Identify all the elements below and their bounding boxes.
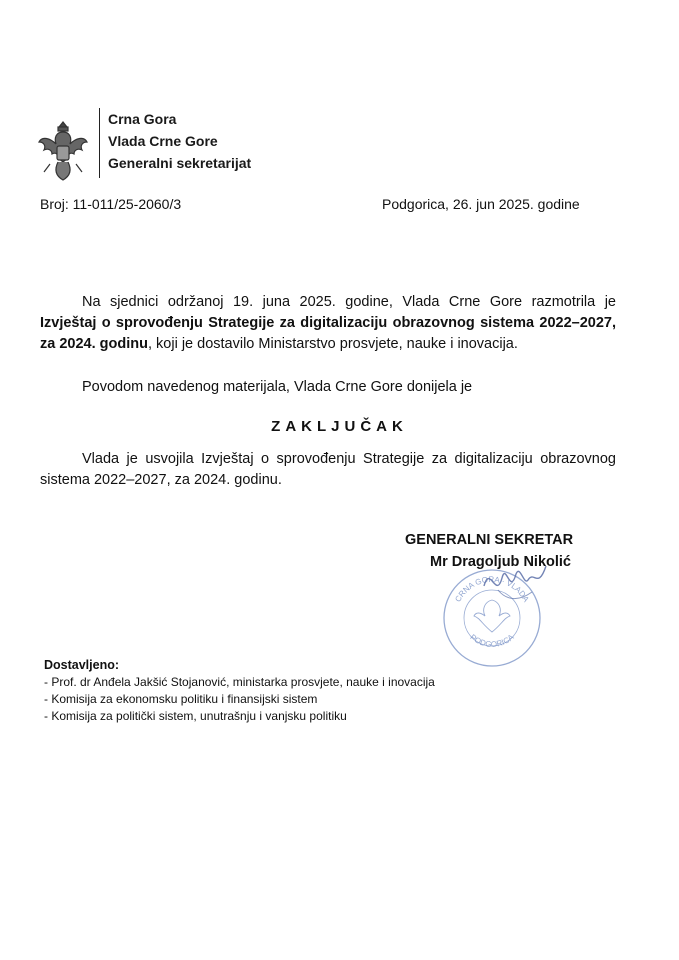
signatory-name: Mr Dragoljub Nikolić [430, 554, 571, 570]
reference-number: Broj: 11-011/25-2060/3 [40, 196, 182, 212]
recipient-item: - Prof. dr Anđela Jakšić Stojanović, ministarka prosvjete, nauke i inovacija [44, 675, 435, 689]
recipients-title: Dostavljeno: [44, 658, 120, 672]
report-title: Izvještaj o sprovođenju Strategije za digitalizaciju obrazovnog sistema 2022–2027, za 2024. godinu [40, 315, 616, 352]
stamp-top-text: CRNA GORA · VLADA [453, 574, 531, 604]
paragraph-conclusion [40, 449, 616, 491]
place-date: Podgorica, 26. jun 2025. godine [382, 196, 580, 212]
header-divider [99, 108, 100, 178]
paragraph-session [40, 292, 616, 355]
signatory-title: GENERALNI SEKRETAR [405, 532, 574, 548]
stamp-bottom-text: PODGORICA [468, 632, 516, 649]
letterhead-government: Vlada Crne Gore [108, 133, 218, 149]
recipient-item: - Komisija za ekonomsku politiku i finansijski sistem [44, 692, 318, 706]
recipients-list [44, 657, 435, 725]
svg-text:PODGORICA [468, 632, 516, 649]
letterhead-secretariat: Generalni sekretarijat [108, 155, 252, 171]
conclusion-heading: ZAKLJUČAK [271, 418, 408, 435]
paragraph-decision-intro: Povodom navedenog materijala, Vlada Crne Gore donijela je [82, 379, 473, 395]
coat-of-arms-icon [36, 118, 90, 184]
letterhead [108, 108, 251, 174]
recipient-item: - Komisija za politički sistem, unutrašnju i vanjsku politiku [44, 709, 347, 723]
paragraph-conclusion-text: Vlada je usvojila Izvještaj o sprovođenju Strategije za digitalizaciju obrazovnog sistema 2022–2027, za 2024. godinu. [40, 451, 616, 488]
paragraph-session-text-2: , koji je dostavilo Ministarstvo prosvjete, nauke i inovacija. [147, 336, 518, 352]
paragraph-session-text-1: Na sjednici održanoj 19. juna 2025. godine, Vlada Crne Gore razmotrila je [82, 294, 616, 310]
letterhead-country: Crna Gora [108, 111, 177, 127]
